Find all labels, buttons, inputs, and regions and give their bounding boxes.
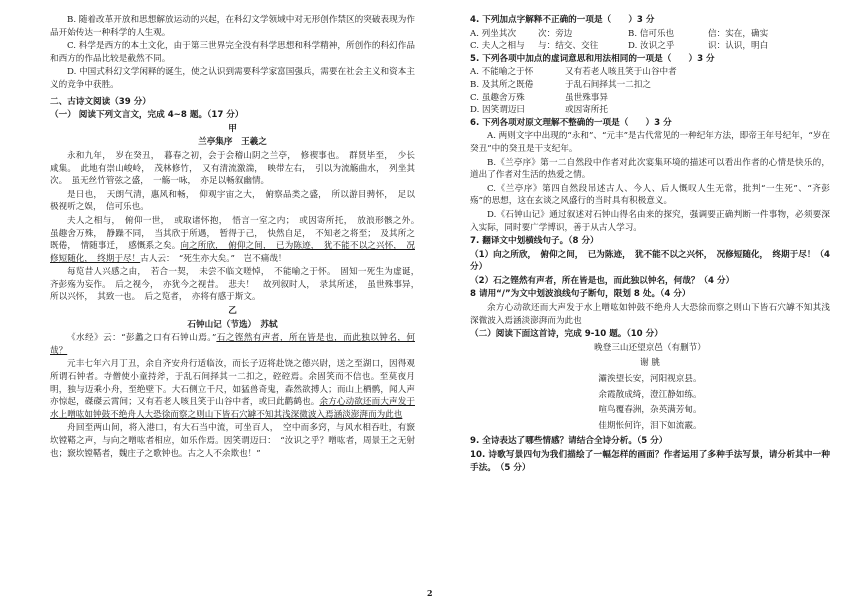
paragraph: 永和九年， 岁在癸丑， 暮春之初，会于会稽山阴之兰亭， 修禊事也。 群贤毕至， 少长咸集。 此地有崇山峻岭， 茂林修竹， 又有清流激湍， 映带左右， 引以为流觞曲水， 列坐其次。 虽无丝竹管弦之盛， 一觞一咏， 亦足以畅叙幽情。 [50, 150, 415, 187]
underlined-sentence: 石之铿然有声者，所在皆是也，而此独以钟名，何哉？ [50, 333, 415, 356]
subsection-heading: （一） 阅读下列文言文，完成 4~8 题。（17 分） [50, 110, 244, 121]
question-10: 10. 诗歌写景四句为我们描绘了一幅怎样的画面？作者运用了多种手法写景，请分析其中一种手法。 （5 分） [470, 450, 830, 473]
paragraph: 舟回至两山间，将入港口，有大石当中流，可坐百人， 空中而多窍，与风水相吞吐，有窾坎镗鞳之声，与向之噌吰者相应，如乐作焉。因笑谓迈曰： “汝识之乎？噌吰者，周景王之无射也；窾坎镗鞳者，魏庄子之歌钟也。古之人不余欺也！” [50, 423, 415, 459]
text-label-jia: 甲 [228, 123, 237, 134]
paragraph-text: 元丰七年六月丁丑，余自齐安舟行适临汝，而长子迈将赴饶之德兴尉，送之至湖口，因得观所谓石钟者。寺僧使小童持斧，于乱石间择其一二扣之，硿硿焉。余固笑而不信也。至莫夜月明，独与迈乘小舟，至绝壁下。大石侧立千尺，如猛兽奇鬼，森然欲搏人；而山上栖鹘，闻人声亦惊起，磔磔云霄间；又有若老人咳且笑于山谷中者，或曰此鹳鹤也。 [50, 359, 415, 408]
text-title-lanting: 兰亭集序 王羲之 [198, 137, 267, 148]
page-number: 2 [427, 588, 433, 598]
poem-line: 喧鸟覆春洲，杂英满芳甸。 [598, 405, 702, 416]
q5-options [470, 66, 830, 116]
q4-option-d: D. 汝识之乎 [628, 41, 675, 52]
right-column [470, 14, 830, 475]
option-d: D. 中国式科幻文学闲释的诞生，使之认识到需要科学家富国强兵，需要在社会主义和资本主义的竞争中获胜。 [50, 67, 415, 90]
paragraph [50, 358, 415, 421]
paragraph [50, 215, 424, 265]
text-title-shizhongshan: 石钟山记（节选） 苏轼 [187, 319, 278, 330]
wavy-underlined-sentence: 余方心动欲还而大声发于水上噌吰如钟鼓不绝舟人大恐徐而察之则山下皆石穴罅不知其浅深微波入焉涵淡澎湃而为此也 [50, 397, 415, 420]
question-7-part-1: （1）向之所欣， 俯仰之间， 已为陈迹， 犹不能不以之兴怀， 况修短随化， 终期于尽！（4 分） [470, 249, 830, 273]
left-column [50, 14, 424, 461]
q6-option-c: C.《兰亭序》第四自然段吊述古人、今人、后人慨叹人生无常，批判“一生死”、“齐彭殇”的思想，这在玄谈之风盛行的当时具有积极意义。 [470, 183, 830, 207]
paragraph [50, 332, 415, 357]
question-8: 8 请用“/”为文中划波浪线句子断句，限划 8 处。（4 分） [470, 289, 691, 300]
poem-line: 灞涘望长安，河阳视京县。 [598, 374, 702, 385]
q5-option-pair: 虽世殊事异 [565, 92, 608, 103]
q4-option-c-gloss: 与：结交、交往 [538, 41, 599, 52]
paragraph: 每览昔人兴感之由， 若合一契， 未尝不临文嗟悼， 不能喻之于怀。 固知一死生为虚诞， 齐彭殇为妄作。 后之视今， 亦犹今之视昔。 悲夫！ 故列叙时人， 录其所述， 虽世殊事异， 所以兴怀， 其致一也。 后之览者， 亦将有感于斯文。 [50, 267, 424, 303]
option-c: C. 科学是西方的本土文化，由于第三世界完全没有科学思想和科学精神，所创作的科幻作品和西方的作品比较是截然不同。 [50, 41, 415, 64]
question-5: 5. 下列各项中加点的虚词意思和用法相同的一项是（ ）3 分 [470, 53, 715, 64]
q6-option-d: D.《石钟山记》通过叙述对石钟山得名由来的探究，强调要正确判断一件事物，必须要深入实际，同时要广学博识，善于从古人学习。 [470, 209, 830, 233]
poem-line: 余霞散成绮，澄江静如练。 [598, 389, 702, 400]
q5-option-pair: 又有若老人咳且笑于山谷中者 [565, 67, 677, 78]
q4-option-c: C. 夫人之相与 [470, 41, 525, 52]
q5-option: C. 虽趣舍万殊 [470, 92, 525, 103]
q4-option-b-gloss: 信：实在，确实 [708, 28, 769, 39]
question-6: 6. 下列各项对原文理解不整确的一项是（ ）3 分 [470, 117, 672, 128]
q6-option-b: B.《兰亭序》第一二自然段中作者对此次宴集环境的描述可以看出作者的心情是快乐的，道出了作者对生活的热爱之情。 [470, 157, 830, 181]
question-8-text: 余方心动欲还而大声发于水上噌吰如钟鼓不绝舟人大恐徐而察之则山下皆石穴罅不知其浅深微波入焉涵淡澎湃而为此也 [470, 303, 830, 326]
poem-line: 佳期怅何许，泪下如流霰。 [598, 420, 702, 431]
paragraph: 是日也， 天朗气清，惠风和畅， 仰观宇宙之大， 俯察品类之盛， 所以游目骋怀， 足以极视听之娱， 信可乐也。 [50, 189, 415, 213]
q5-option-pair: 或因寄所托 [565, 105, 608, 116]
q4-options [470, 28, 830, 53]
q5-option: B. 及其所之既倦 [470, 79, 534, 90]
question-7: 7. 翻译文中划横线句子。（8 分） [470, 236, 599, 247]
question-9: 9. 全诗表达了哪些情感？请结合全诗分析。（5 分） [470, 436, 668, 447]
q5-option-pair: 于乱石间择其一二扣之 [565, 79, 651, 90]
subsection-heading: （二）阅读下面这首诗，完成 9-10 题。（10 分） [470, 329, 663, 340]
paragraph-text: 夫人之相与， 俯仰一世， 或取诸怀抱， 悟言一室之内； 或因寄所托， 放浪形骸之外。 虽趣舍万殊， 静躁不同， 当其欣于所遇， 暂得于己， 快然自足， 不知老之将至； 及其所之既倦， 情随事迁， 感慨系之矣。 [50, 215, 424, 252]
question-7-part-2: （2）石之铿然有声者，所在皆是也，而此独以钟名，何哉？（4 分） [470, 275, 735, 286]
q4-option-a-gloss: 次：旁边 [538, 28, 573, 39]
q4-option-a: A. 列坐其次 [470, 28, 517, 39]
paragraph-text: 《水经》云：“彭蠡之口有石钟山焉。” [67, 333, 217, 344]
q6-option-a: A. 两则文字中出现的“永和”、“元丰”是古代常见的一种纪年方法，即帝王年号纪年，“岁在癸丑”中的癸丑是干支纪年。 [470, 131, 831, 154]
q4-option-d-gloss: 识：认识，明白 [708, 41, 769, 52]
q5-option: D. 因笑谓迈曰 [470, 105, 526, 116]
underlined-sentence: 向之所欣， 俯仰之间， 已为陈迹， 犹不能不以之兴怀， 况修短随化， 终期于尽！ [50, 241, 415, 264]
q4-option-b: B. 信可乐也 [628, 28, 675, 39]
option-b: B. 随着改革开放和思想解放运动的兴起，在科幻文学领域中对无形创作禁区的突破表现为作品开始传达一种科学的人生观。 [50, 15, 415, 38]
poem-author: 谢 朓 [640, 358, 660, 369]
poem [470, 342, 830, 433]
question-4: 4. 下列加点字解释不正确的一项是（ ）3 分 [470, 15, 655, 25]
poem-title: 晚登三山还望京邑（有删节） [594, 342, 706, 353]
text-label-yi: 乙 [228, 306, 237, 317]
section-heading: 二、古诗文阅读（39 分） [50, 96, 151, 107]
q5-option: A. 不能喻之于怀 [470, 67, 534, 78]
paragraph-text: 古人云： “死生亦大矣。” 岂不痛哉！ [140, 253, 287, 264]
